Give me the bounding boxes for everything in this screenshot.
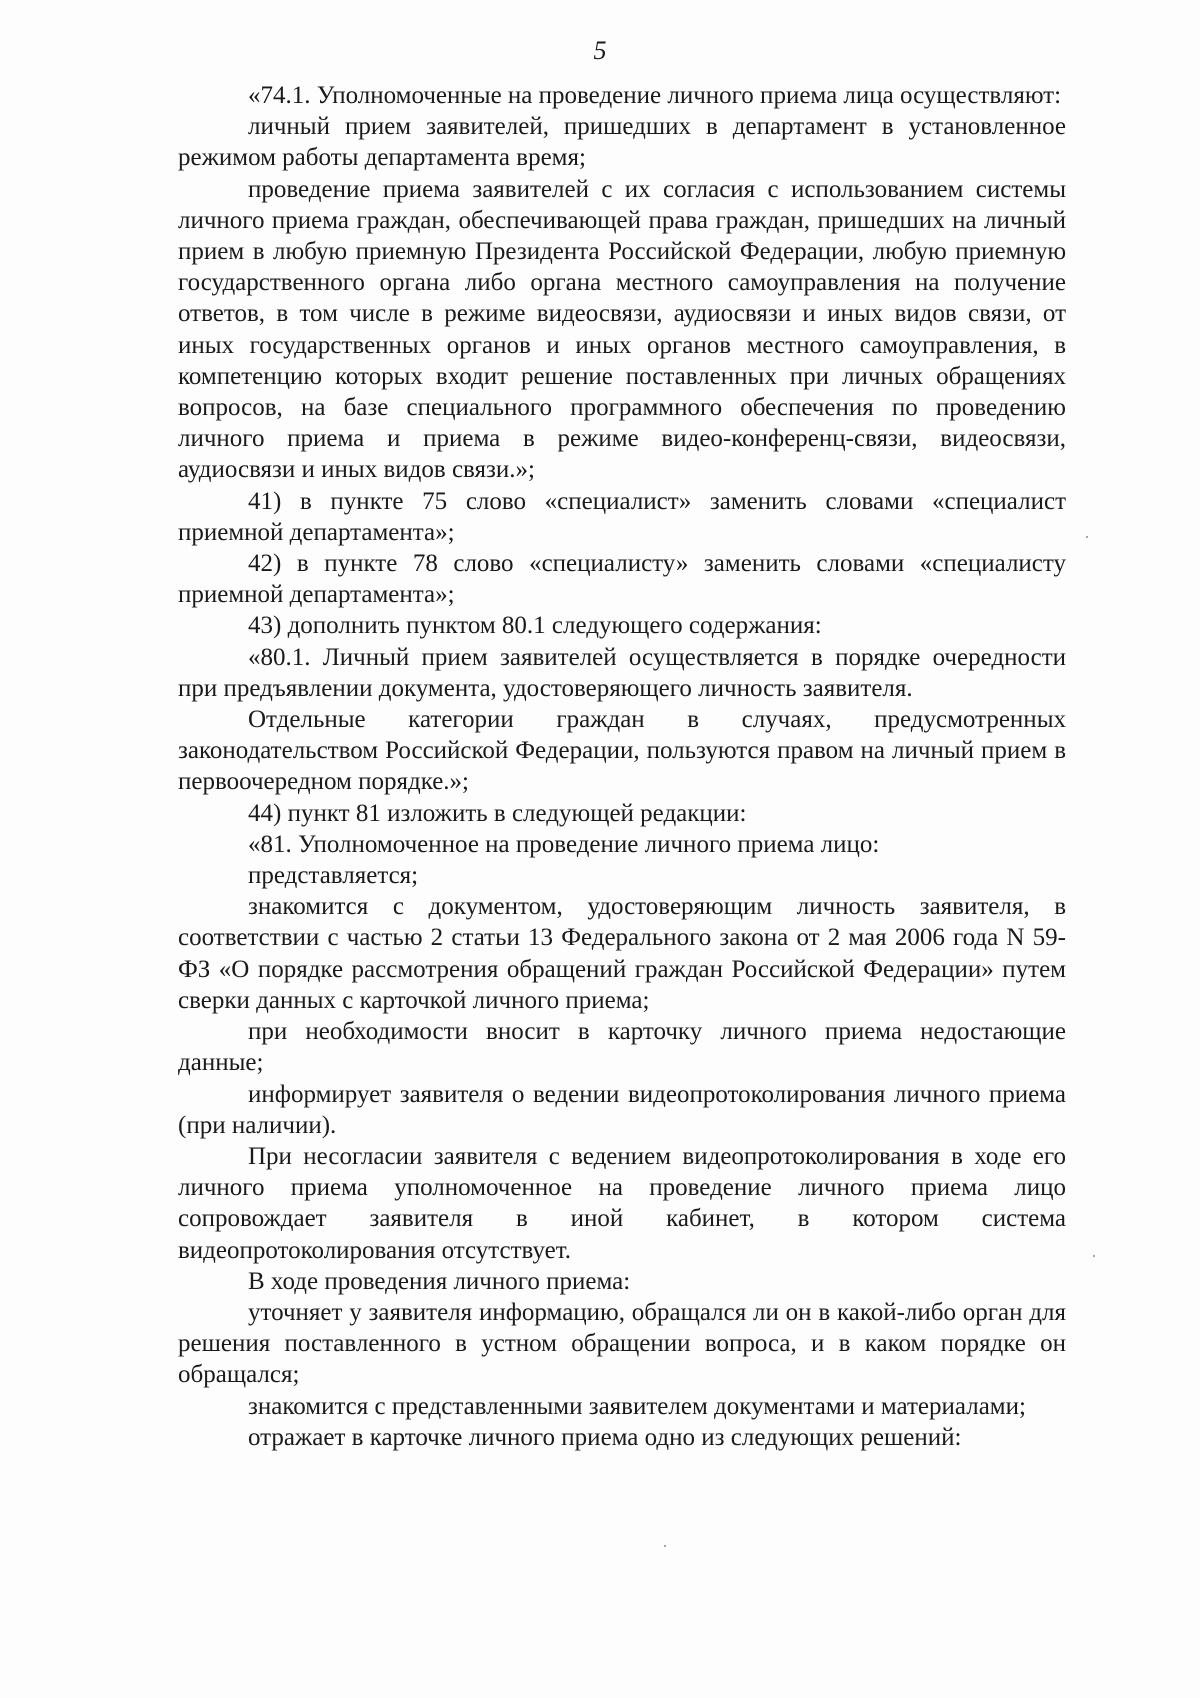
scan-speck (1086, 536, 1088, 538)
paragraph-records-decision: отражает в карточке личного приема одно из следующих решений: (248, 1423, 962, 1451)
paragraph-during-reception: В ходе проведения личного приема: (248, 1267, 631, 1295)
paragraph-personal-reception: личный прием заявителей, пришедших в департамент в установленное режимом работы департамента время; (178, 113, 1066, 172)
scan-speck (1093, 1255, 1095, 1257)
paragraph-introduces-self: представляется; (248, 862, 419, 890)
page-number: 5 (593, 36, 607, 65)
paragraph-item-43: 43) дополнить пунктом 80.1 следующего содержания: (248, 612, 822, 640)
paragraph-disagreement-video: При несогласии заявителя с ведением видеопротоколирования в ходе его личного приема уполномоченное на проведение личного приема лицо сопровождает заявителя в иной кабинет, в котором система видеопротоколирования отсутствует. (178, 1142, 1066, 1264)
paragraph-item-44: 44) пункт 81 изложить в следующей редакции: (248, 799, 747, 827)
paragraph-adds-missing-data: при необходимости вносит в карточку личного приема недостающие данные; (178, 1018, 1066, 1077)
document-body (178, 80, 1066, 1453)
paragraph-reviews-documents: знакомится с представленными заявителем документами и материалами; (248, 1392, 1026, 1420)
paragraph-video-recording-info: информирует заявителя о ведении видеопротоколирования личного приема (при наличии). (178, 1080, 1066, 1139)
paragraph-reception-system: проведение приема заявителей с их согласия с использованием системы личного приема граждан, обеспечивающей права граждан, пришедших на личный прием в любую приемную Президента Российской Федерации, любую приемную государственного органа либо органа местного самоуправления на получение ответов, в том числе в режиме видеосвязи, аудиосвязи и иных видов связи, от иных государственных органов и иных органов местного самоуправления, в компетенцию которых входит решение поставленных при личных обращениях вопросов, на базе специального программного обеспечения по проведению личного приема и приема в режиме видео-конференц-связи, видеосвязи, аудиосвязи и иных видов связи.»; (178, 175, 1066, 484)
paragraph-checks-identity: знакомится с документом, удостоверяющим личность заявителя, в соответствии с частью 2 статьи 13 Федерального закона от 2 мая 2006 года N 59-ФЗ «О порядке рассмотрения обращений граждан Российской Федерации» путем сверки данных с карточкой личного приема; (178, 893, 1066, 1014)
paragraph-item-42: 42) в пункте 78 слово «специалисту» заменить словами «специалисту приемной департамента»; (178, 550, 1066, 609)
paragraph-80-1: «80.1. Личный прием заявителей осуществляется в порядке очередности при предъявлении документа, удостоверяющего личность заявителя. (178, 643, 1066, 702)
scan-speck (664, 1545, 666, 1547)
paragraph-81-intro: «81. Уполномоченное на проведение личного приема лицо: (248, 830, 880, 858)
paragraph-item-41: 41) в пункте 75 слово «специалист» заменить словами «специалист приемной департамента»; (178, 487, 1066, 546)
paragraph-clarifies-info: уточняет у заявителя информацию, обращался ли он в какой-либо орган для решения поставленного в устном обращении вопроса, и в каком порядке он обращался; (178, 1298, 1066, 1389)
paragraph-priority-categories: Отдельные категории граждан в случаях, предусмотренных законодательством Российской Федерации, пользуются правом на личный прием в первоочередном порядке.»; (178, 706, 1066, 796)
paragraph-74-1-intro: «74.1. Уполномоченные на проведение личного приема лица осуществляют: (248, 82, 1062, 109)
